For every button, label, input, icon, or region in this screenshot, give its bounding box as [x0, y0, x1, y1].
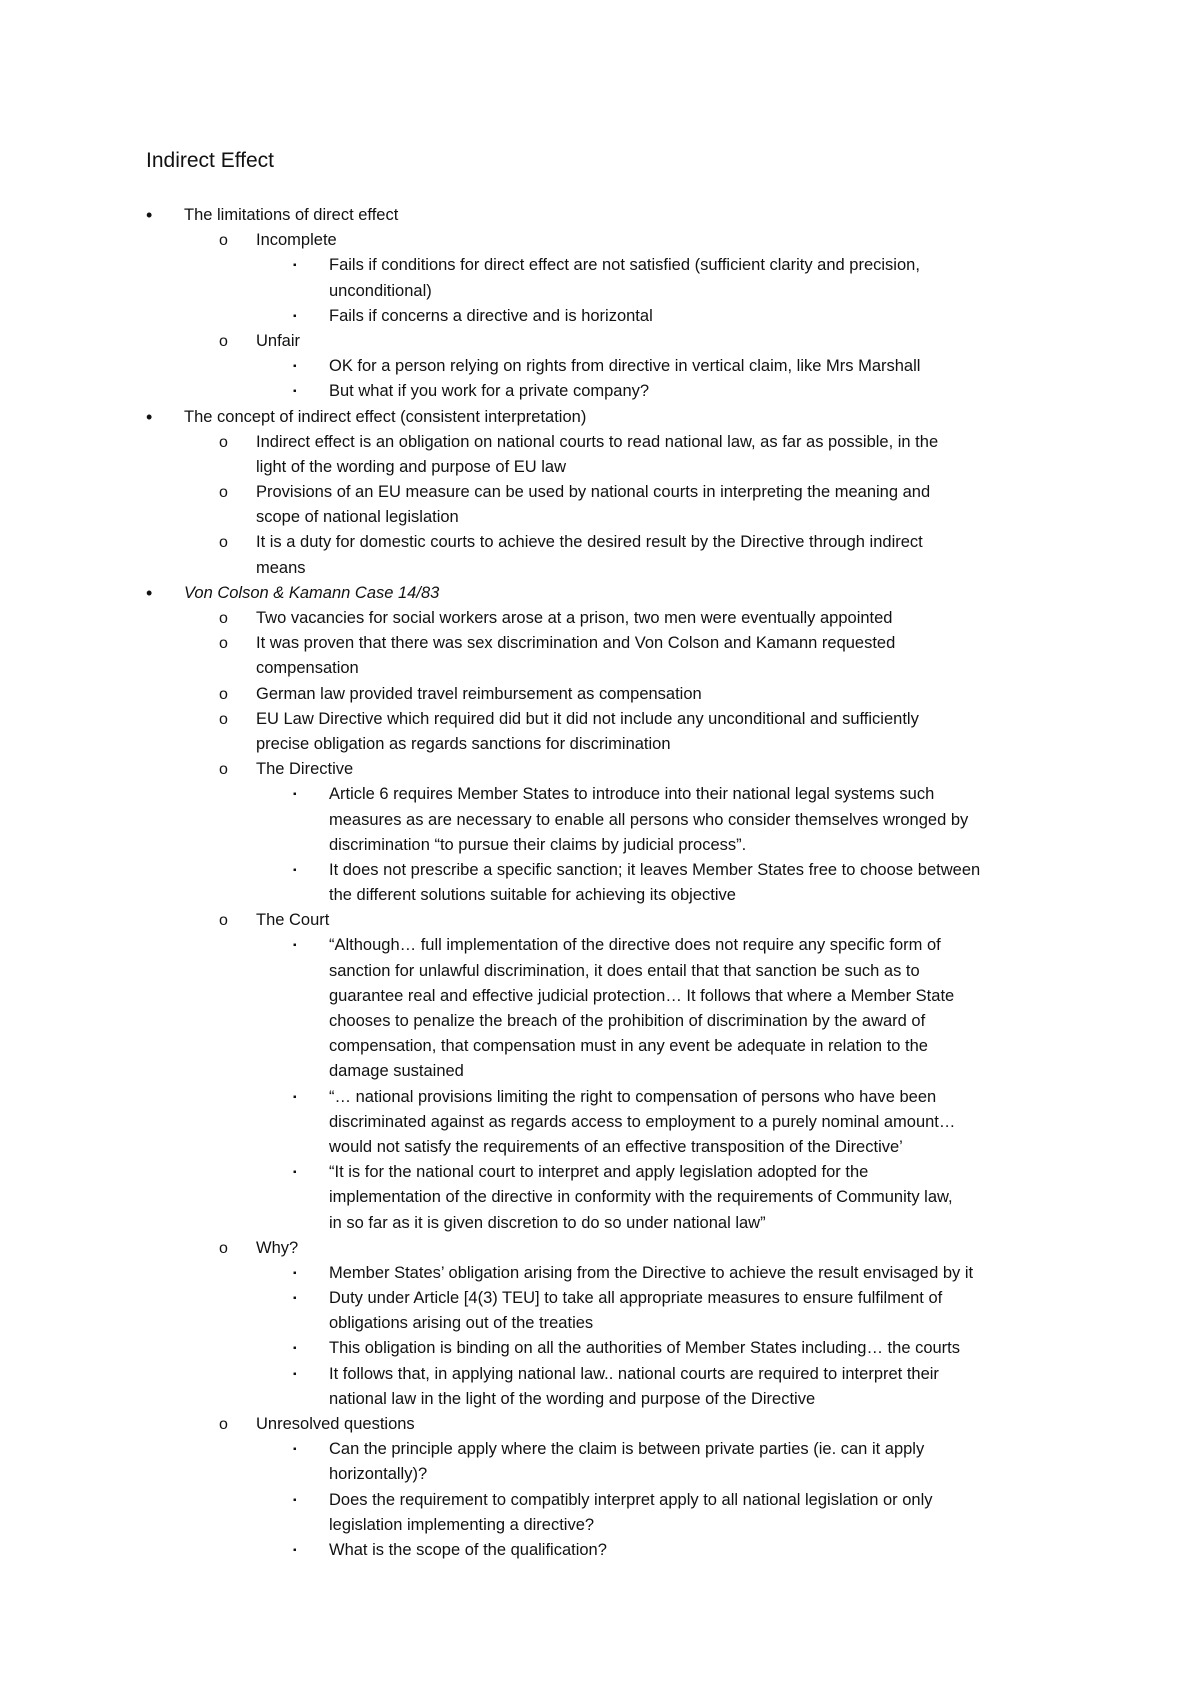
list-item-level-2: [146, 505, 1076, 530]
list-item-level-3: [146, 808, 1076, 833]
list-item-text: It is a duty for domestic courts to achieve the desired result by the Directive through indirect: [256, 533, 923, 552]
list-item-text: It was proven that there was sex discrimination and Von Colson and Kamann requested: [256, 634, 896, 653]
list-item-text: the different solutions suitable for achieving its objective: [329, 886, 736, 905]
list-item-text: discriminated against as regards access to employment to a purely nominal amount…: [329, 1112, 956, 1131]
list-item-level-3: [146, 1286, 1076, 1311]
list-item-text: The Directive: [256, 760, 354, 779]
list-item-text: would not satisfy the requirements of an effective transposition of the Directive’: [329, 1137, 903, 1156]
list-item-level-3: [146, 1513, 1076, 1538]
bullet-marker: o: [219, 1416, 228, 1433]
list-item-level-2: [146, 631, 1076, 656]
list-item-level-3: [146, 984, 1076, 1009]
list-item-level-2: [146, 455, 1076, 480]
list-item-text: horizontally)?: [329, 1465, 428, 1484]
list-item-text: Provisions of an EU measure can be used by national courts in interpreting the meaning and: [256, 483, 931, 502]
list-item-text: EU Law Directive which required did but it did not include any unconditional and sufficiently: [256, 709, 919, 728]
bullet-marker: ▪: [293, 1343, 297, 1355]
list-item-level-2: [146, 707, 1076, 732]
list-item-text: It follows that, in applying national law.. national courts are required to interpret their: [329, 1364, 939, 1383]
list-item-level-3: [146, 1110, 1076, 1135]
list-item-text: measures as are necessary to enable all persons who consider themselves wronged by: [329, 810, 969, 829]
bullet-marker: o: [219, 912, 228, 930]
list-item-text: Fails if concerns a directive and is horizontal: [329, 306, 653, 325]
list-item-level-3: [146, 1362, 1076, 1387]
list-item-text: compensation, that compensation must in any event be adequate in relation to the: [329, 1037, 928, 1056]
list-item-text: sanction for unlawful discrimination, it does entail that that sanction be such as to: [329, 961, 920, 980]
list-item-text: Von Colson & Kamann Case 14/83: [184, 583, 440, 602]
bullet-marker: ▪: [293, 1444, 297, 1456]
list-item-text: Why?: [256, 1238, 299, 1257]
list-item-text: legislation implementing a directive?: [329, 1515, 595, 1534]
list-item-level-3: [146, 1059, 1076, 1084]
bullet-marker: o: [219, 1239, 228, 1257]
list-item-level-2: [146, 757, 1076, 782]
list-item-text: implementation of the directive in conformity with the requirements of Community law,: [329, 1188, 953, 1207]
bullet-marker: o: [219, 761, 228, 779]
page-title: Indirect Effect: [146, 149, 275, 172]
bullet-marker: ▪: [293, 361, 297, 373]
list-item-level-3: [146, 883, 1076, 908]
list-item-text: national law in the light of the wording and purpose of the Directive: [329, 1389, 816, 1408]
list-item-text: damage sustained: [329, 1062, 464, 1081]
list-item-level-3: [146, 1488, 1076, 1513]
bullet-marker: o: [219, 433, 228, 451]
list-item-level-2: [146, 329, 1076, 354]
list-item-level-3: [146, 959, 1076, 984]
list-item-text: “It is for the national court to interpret and apply legislation adopted for the: [329, 1163, 869, 1182]
list-item-level-3: [146, 833, 1076, 858]
list-item-text: Can the principle apply where the claim is between private parties (ie. can it apply: [329, 1440, 925, 1459]
bullet-list: [146, 203, 1076, 1563]
bullet-marker: ▪: [293, 940, 297, 952]
list-item-level-3: [146, 782, 1076, 807]
list-item-level-2: [146, 682, 1076, 707]
list-item-text: Unfair: [256, 331, 301, 350]
list-item-text: The concept of indirect effect (consistent interpretation): [184, 407, 587, 426]
list-item-text: means: [256, 558, 306, 577]
bullet-marker: o: [219, 534, 228, 552]
list-item-level-2: [146, 556, 1076, 581]
list-item-level-2: [146, 430, 1076, 455]
list-item-text: This obligation is binding on all the authorities of Member States including… the courts: [329, 1339, 961, 1358]
list-item-level-3: [146, 1462, 1076, 1487]
list-item-level-3: [146, 1085, 1076, 1110]
bullet-marker: ▪: [293, 386, 297, 398]
bullet-marker: ▪: [293, 789, 297, 801]
list-item-text: “… national provisions limiting the right to compensation of persons who have been: [329, 1087, 937, 1106]
list-item-text: What is the scope of the qualification?: [329, 1540, 607, 1559]
list-item-text: German law provided travel reimbursement as compensation: [256, 684, 702, 703]
list-item-level-3: [146, 933, 1076, 958]
bullet-marker: ▪: [293, 310, 297, 322]
list-item-level-2: [146, 732, 1076, 757]
list-item-level-3: [146, 1160, 1076, 1185]
list-item-level-3: [146, 379, 1076, 404]
list-item-text: It does not prescribe a specific sanction; it leaves Member States free to choose between: [329, 860, 981, 879]
list-item-level-2: [146, 656, 1076, 681]
list-item-text: The Court: [256, 911, 330, 930]
list-item-text: obligations arising out of the treaties: [329, 1314, 594, 1333]
bullet-marker: o: [219, 710, 228, 728]
list-item-level-2: [146, 228, 1076, 253]
list-item-text: precise obligation as regards sanctions for discrimination: [256, 734, 671, 753]
list-item-text: The limitations of direct effect: [184, 206, 399, 224]
bullet-marker: ▪: [293, 1293, 297, 1305]
list-item-text: in so far as it is given discretion to do so under national law”: [329, 1213, 766, 1232]
list-item-level-1: [146, 203, 1076, 228]
list-item-level-3: [146, 1135, 1076, 1160]
list-item-level-2: [146, 606, 1076, 631]
bullet-marker: o: [219, 685, 228, 703]
list-item-level-3: [146, 304, 1076, 329]
bullet-marker: ▪: [293, 1267, 297, 1279]
bullet-marker: o: [219, 332, 228, 350]
list-item-level-1: [146, 581, 1076, 606]
bullet-marker: ▪: [293, 1494, 297, 1506]
bullet-marker: o: [219, 610, 228, 627]
list-item-level-3: [146, 1261, 1076, 1286]
bullet-marker: o: [219, 484, 228, 502]
list-item-text: Article 6 requires Member States to introduce into their national legal systems such: [329, 785, 935, 804]
list-item-text: guarantee real and effective judicial protection… It follows that where a Member State: [329, 986, 955, 1005]
bullet-marker: ▪: [293, 1544, 297, 1556]
list-item-level-3: [146, 1034, 1076, 1059]
bullet-marker: •: [146, 205, 153, 225]
bullet-marker: ▪: [293, 1368, 297, 1380]
list-item-level-3: [146, 858, 1076, 883]
list-item-text: “Although… full implementation of the directive does not require any specific form of: [329, 936, 941, 955]
list-item-text: Member States’ obligation arising from the Directive to achieve the result envisaged by it: [329, 1263, 974, 1282]
list-item-level-3: [146, 1211, 1076, 1236]
bullet-marker: o: [219, 635, 228, 653]
list-item-text: light of the wording and purpose of EU law: [256, 457, 567, 476]
list-item-level-1: [146, 405, 1076, 430]
list-item-level-3: [146, 1009, 1076, 1034]
list-item-text: But what if you work for a private company?: [329, 382, 650, 401]
list-item-text: Duty under Article [4(3) TEU] to take all appropriate measures to ensure fulfilment of: [329, 1289, 943, 1308]
list-item-level-3: [146, 1437, 1076, 1462]
list-item-level-3: [146, 354, 1076, 379]
list-item-level-3: [146, 1387, 1076, 1412]
list-item-text: Two vacancies for social workers arose at a prison, two men were eventually appointed: [256, 609, 893, 627]
list-item-level-2: [146, 1412, 1076, 1437]
bullet-marker: ▪: [293, 1167, 297, 1179]
list-item-level-3: [146, 279, 1076, 304]
list-item-level-3: [146, 1538, 1076, 1563]
list-item-text: compensation: [256, 659, 359, 678]
list-item-text: chooses to penalize the breach of the prohibition of discrimination by the award of: [329, 1012, 926, 1030]
list-item-text: Does the requirement to compatibly interpret apply to all national legislation or only: [329, 1490, 933, 1509]
list-item-level-2: [146, 908, 1076, 933]
list-item-text: Indirect effect is an obligation on national courts to read national law, as far as possible, in the: [256, 432, 939, 451]
list-item-level-3: [146, 1336, 1076, 1361]
list-item-level-3: [146, 1311, 1076, 1336]
bullet-marker: o: [219, 232, 228, 250]
list-item-text: scope of national legislation: [256, 508, 459, 527]
list-item-level-3: [146, 1185, 1076, 1210]
list-item-level-2: [146, 480, 1076, 505]
bullet-marker: •: [146, 406, 153, 427]
list-item-text: discrimination “to pursue their claims by judicial process”.: [329, 835, 747, 854]
list-item-level-2: [146, 1236, 1076, 1261]
list-item-text: Unresolved questions: [256, 1415, 415, 1433]
bullet-marker: ▪: [293, 1091, 297, 1103]
list-item-text: Fails if conditions for direct effect are not satisfied (sufficient clarity and precision,: [329, 256, 920, 275]
list-item-text: Incomplete: [256, 231, 337, 250]
bullet-marker: ▪: [293, 864, 297, 876]
list-item-text: unconditional): [329, 281, 432, 300]
list-item-text: OK for a person relying on rights from directive in vertical claim, like Mrs Marshall: [329, 357, 921, 376]
list-item-level-3: [146, 253, 1076, 278]
list-item-level-2: [146, 530, 1076, 555]
bullet-marker: ▪: [293, 260, 297, 272]
bullet-marker: •: [146, 582, 153, 603]
